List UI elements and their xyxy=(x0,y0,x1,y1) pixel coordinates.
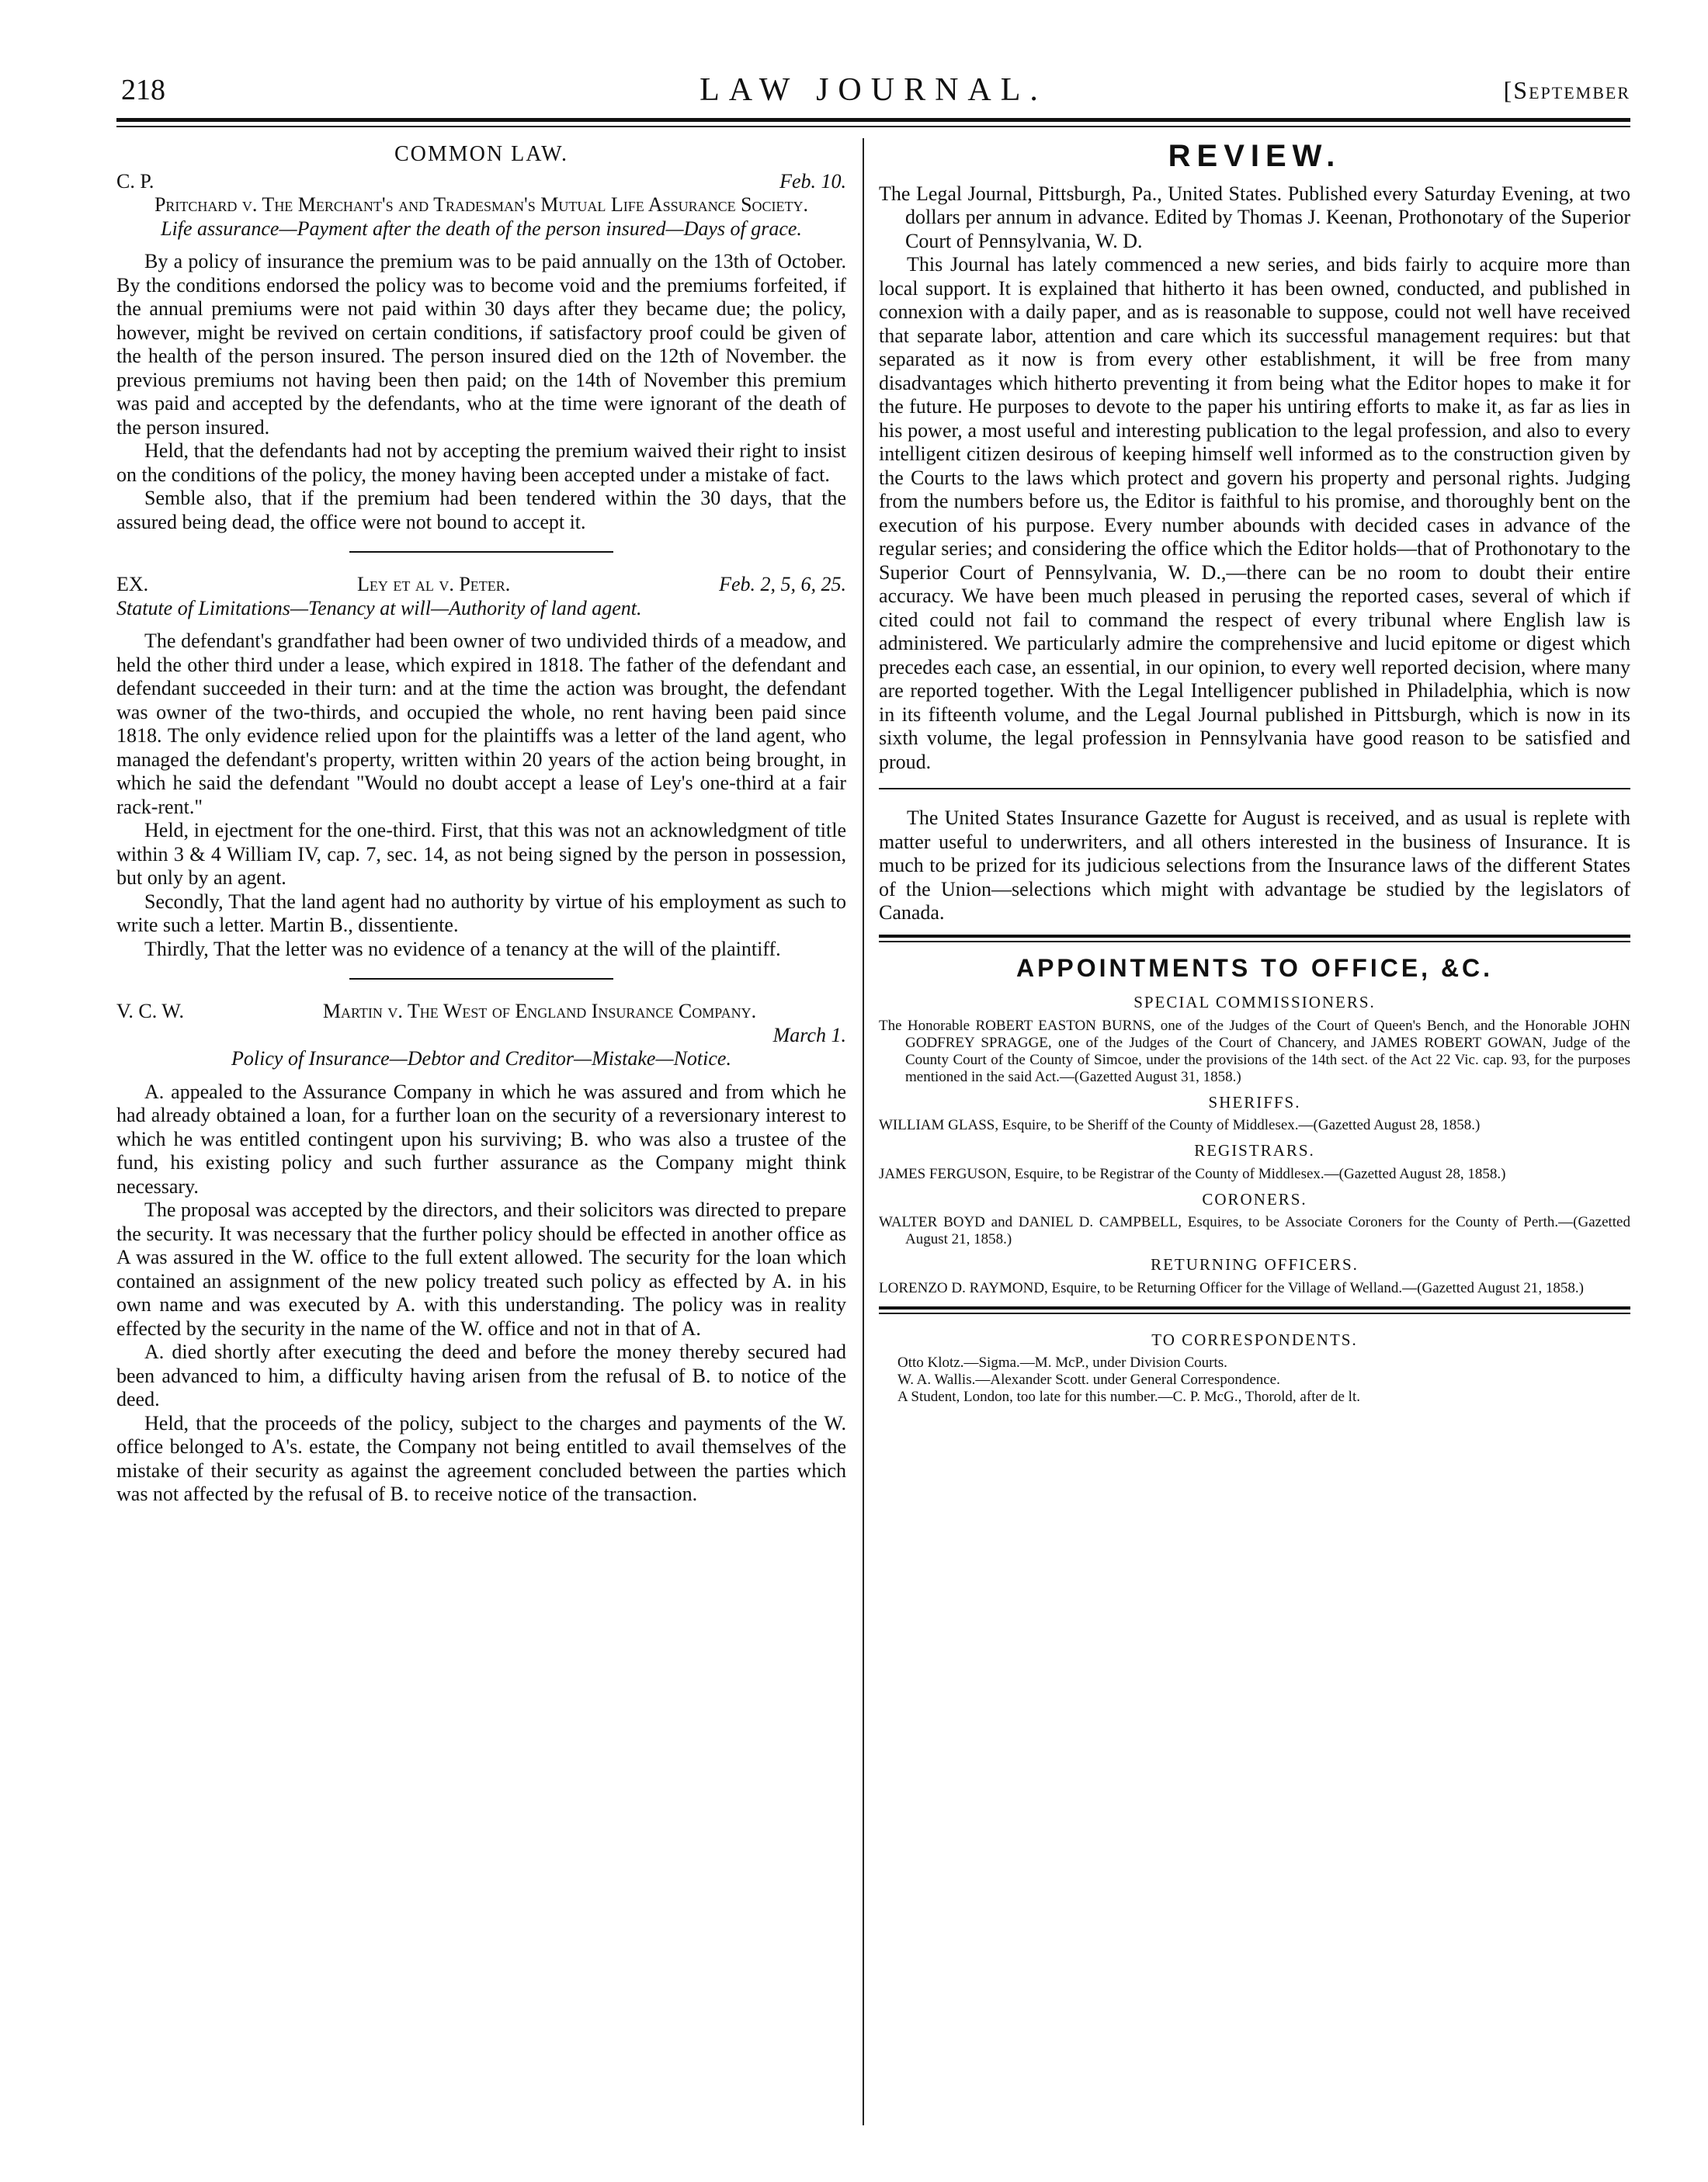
case-paragraph: By a policy of insurance the premium was to be paid annually on the 13th of October. By the conditions endorsed the policy was to become void and the premiums forfeited, if the annual premiums were not paid within 30 days after they became due; the policy, however, might be revived on certain conditions, if satisfactory proof could be given of the health of the person insured. The person insured died on the 12th of November. the previous premiums not having been then paid; on the 14th of November this premium was paid and accepted by the defendants, who at the time were ignorant of the death of the person insured. xyxy=(116,250,846,439)
section-title-common-law: COMMON LAW. xyxy=(394,142,569,166)
appointment-heading: CORONERS. xyxy=(1202,1189,1307,1209)
appointment-text: The Honorable ROBERT EASTON BURNS, one of the Judges of the Court of Queen's Bench, and the Honorable JOHN GODFREY SPRAGGE, one of the Judges of the Court of Chancery, and JAMES ROBERT GOWAN, Judge of the County Court of the County of Simcoe, under the provisions of the 14th sect. of the Act 22 Vic. cap. 93, for the purposes mentioned in the said Act.—(Gazetted August 31, 1858.) xyxy=(879,1017,1630,1085)
appointment-heading: RETURNING OFFICERS. xyxy=(1151,1255,1359,1274)
case-paragraph: Secondly, That the land agent had no authority by virtue of his employment as such to write such a letter. Martin B., dissentiente. xyxy=(116,890,846,936)
page xyxy=(116,68,1630,2133)
review-legal-journal-body: This Journal has lately commenced a new series, and bids fairly to acquire more than local support. It is explained that hitherto it has been owned, conducted, and published in connexion with a daily paper, and as is reasonable to suppose, could not well have received that separate labor, attention and care which its successful management requires: but that separated as it now is from every other establishment, it will be free from many disadvantages which hitherto preventing it from being what the Editor hopes to make it for the future. He purposes to devote to the paper his untiring efforts to make it, as far as lies in his power, a most useful and interesting publication to the legal profession, and also to every intelligent citizen desirous of keeping himself well informed as to the construction given by the Courts to the laws which protect and govern his property and personal rights. Judging from the numbers before us, the Editor is faithful to his promise, and thoroughly bent on the execution of his purpose. Every number abounds with decided cases in advance of the regular series; and considering the office which the Editor holds—that of Prothonotary to the Superior Court of Pennsylvania, W. D.,—there can be no room to doubt their entire accuracy. We have been much pleased in perusing the reported cases, several of which if cited could not fail to command the respect of every tribunal where English law is administered. We particularly admire the comprehensive and lucid epitome or digest which precedes each case, an essential, in our opinion, to every well reported decision, where many are reported together. With the Legal Intelligencer published in Philadelphia, which is now in its fifteenth volume, and the Legal Journal published in Pittsburgh, which is now in its sixth volume, the legal profession in Pennsylvania have good reason to be satisfied and proud. xyxy=(879,253,1630,773)
header-month: [September xyxy=(1503,76,1630,104)
case-holding: Held, that the defendants had not by accepting the premium waived their right to insist on the conditions of the policy, the money having been accepted under a mistake of fact. xyxy=(116,439,846,486)
case-subject: Statute of Limitations—Tenancy at will—Authority of land agent. xyxy=(116,596,642,619)
divider xyxy=(349,978,613,980)
case-paragraph: The defendant's grandfather had been owner of two undivided thirds of a meadow, and held the other third under a lease, which expired in 1818. The father of the defendant and defendant succeeded in their turn: and at the time the action was brought, the defendant was owner of the two-thirds, and occupied the whole, no rent having been paid since 1818. The only evidence relied upon for the plaintiffs was a letter of the land agent, who managed the defendant's property, written within 20 years of the action being brought, in which he said the defendant "Would no doubt accept a lease of Ley's one-third at a fair rack-rent." xyxy=(116,630,846,818)
double-rule xyxy=(879,1306,1630,1314)
case-holding: Held, that the proceeds of the policy, subject to the charges and payments of the W. office belonged to A's. estate, the Company not being entitled to avail themselves of the mistake of their security as against the agreement concluded between the parties which was not affected by the refusal of B. to receive notice of the transaction. xyxy=(116,1411,846,1505)
appointment-text: WILLIAM GLASS, Esquire, to be Sheriff of the County of Middlesex.—(Gazetted August 28, 1858.) xyxy=(879,1117,1481,1133)
appointment-heading: SPECIAL COMMISSIONERS. xyxy=(1133,993,1376,1011)
review-title: REVIEW. xyxy=(1168,139,1342,173)
right-column xyxy=(879,139,1630,1406)
review-insurance-gazette: The United States Insurance Gazette for August is received, and as usual is replete with matter useful to underwriters, and all others interested in the business of Insurance. It is much to be prized for its judicious selections from the Insurance laws of the different States of the Union—selections which might with advantage be studied by the legislators of Canada. xyxy=(879,807,1630,924)
page-number: 218 xyxy=(121,74,165,106)
appointment-text: LORENZO D. RAYMOND, Esquire, to be Returning Officer for the Village of Welland.—(Gazetted August 21, 1858.) xyxy=(879,1279,1584,1296)
double-rule xyxy=(879,935,1630,942)
journal-title: LAW JOURNAL. xyxy=(700,72,1047,108)
correspondents-title: TO CORRESPONDENTS. xyxy=(1151,1330,1358,1349)
case-court: C. P. xyxy=(116,169,154,193)
column-divider xyxy=(863,138,864,2125)
appointment-heading: REGISTRARS. xyxy=(1194,1141,1315,1160)
appointments-title: APPOINTMENTS TO OFFICE, &C. xyxy=(1015,953,1494,982)
case-parties: Ley et al v. Peter. xyxy=(356,573,511,595)
case-pritchard xyxy=(116,170,846,535)
case-date: Feb. 10. xyxy=(779,169,846,193)
case-subject: Policy of Insurance—Debtor and Creditor—Mistake—Notice. xyxy=(231,1047,731,1070)
case-paragraph: A. died shortly after executing the deed and before the money thereby secured had been advanced to him, a difficulty having arisen from the refusal of B. to notice of the deed. xyxy=(116,1341,846,1410)
case-martin xyxy=(116,1000,846,1507)
correspondent-note: Otto Klotz.—Sigma.—M. McP., under Division Courts. xyxy=(897,1355,1227,1371)
case-parties: Martin v. The West of England Insurance Company. xyxy=(322,1000,757,1022)
case-paragraph: Semble also, that if the premium had been tendered within the 30 days, that the assured being dead, the office were not bound to accept it. xyxy=(116,487,846,533)
case-holding: Held, in ejectment for the one-third. First, that this was not an acknowledgment of title within 3 & 4 William IV, cap. 7, sec. 14, as not being signed by the person in possession, but only by an agent. xyxy=(116,819,846,889)
case-ley-v-peter xyxy=(116,573,846,961)
running-header xyxy=(116,68,1630,115)
review-legal-journal-heading: The Legal Journal, Pittsburgh, Pa., United States. Published every Saturday Evening, at two dollars per annum in advance. Edited by Thomas J. Keenan, Prothonotary of the Superior Court of Pennsylvania, W. D. xyxy=(879,182,1630,252)
appointment-text: WALTER BOYD and DANIEL D. CAMPBELL, Esquires, to be Associate Coroners for the County of Perth.—(Gazetted August 21, 1858.) xyxy=(879,1214,1630,1247)
case-date: Feb. 2, 5, 6, 25. xyxy=(719,573,846,595)
appointment-text: JAMES FERGUSON, Esquire, to be Registrar of the County of Middlesex.—(Gazetted August 28, 1858.) xyxy=(879,1165,1506,1182)
divider xyxy=(349,551,613,553)
case-court: V. C. W. xyxy=(116,1000,184,1022)
appointments-list xyxy=(879,990,1630,1297)
correspondent-note: A Student, London, too late for this number.—C. P. McG., Thorold, after de lt. xyxy=(897,1389,1360,1405)
case-subject: Life assurance—Payment after the death of the person insured—Days of grace. xyxy=(161,217,802,240)
left-column xyxy=(116,143,846,1507)
correspondent-note: W. A. Wallis.—Alexander Scott. under General Correspondence. xyxy=(897,1372,1280,1388)
header-rule-thin xyxy=(116,126,1630,127)
case-paragraph: Thirdly, That the letter was no evidence of a tenancy at the will of the plaintiff. xyxy=(144,937,781,960)
case-paragraph: A. appealed to the Assurance Company in which he was assured and from which he had already obtained a loan, for a further loan on the security of a reversionary interest to which he was entitled contingent upon his surviving; B. who was also a trustee of the fund, his existing policy and such further assurance as the Company might think necessary. xyxy=(116,1080,846,1198)
appointment-heading: SHERIFFS. xyxy=(1208,1092,1301,1112)
case-court: EX. xyxy=(116,573,149,595)
divider xyxy=(879,788,1630,789)
case-paragraph: The proposal was accepted by the directors, and their solicitors was directed to prepare the security. It was necessary that the further policy should be effected in another office as A was assured in the W. office to the full extent allowed. The security for the loan which contained an assignment of the new policy treated such policy as effected by A. in his own name and was executed by A. with this understanding. The policy was in reality effected by the security in the name of the W. office and not in that of A. xyxy=(116,1199,846,1340)
case-parties: Pritchard v. The Merchant's and Tradesman's Mutual Life Assurance Society. xyxy=(154,193,809,216)
header-rule-thick xyxy=(116,118,1630,122)
case-date: March 1. xyxy=(772,1023,846,1046)
